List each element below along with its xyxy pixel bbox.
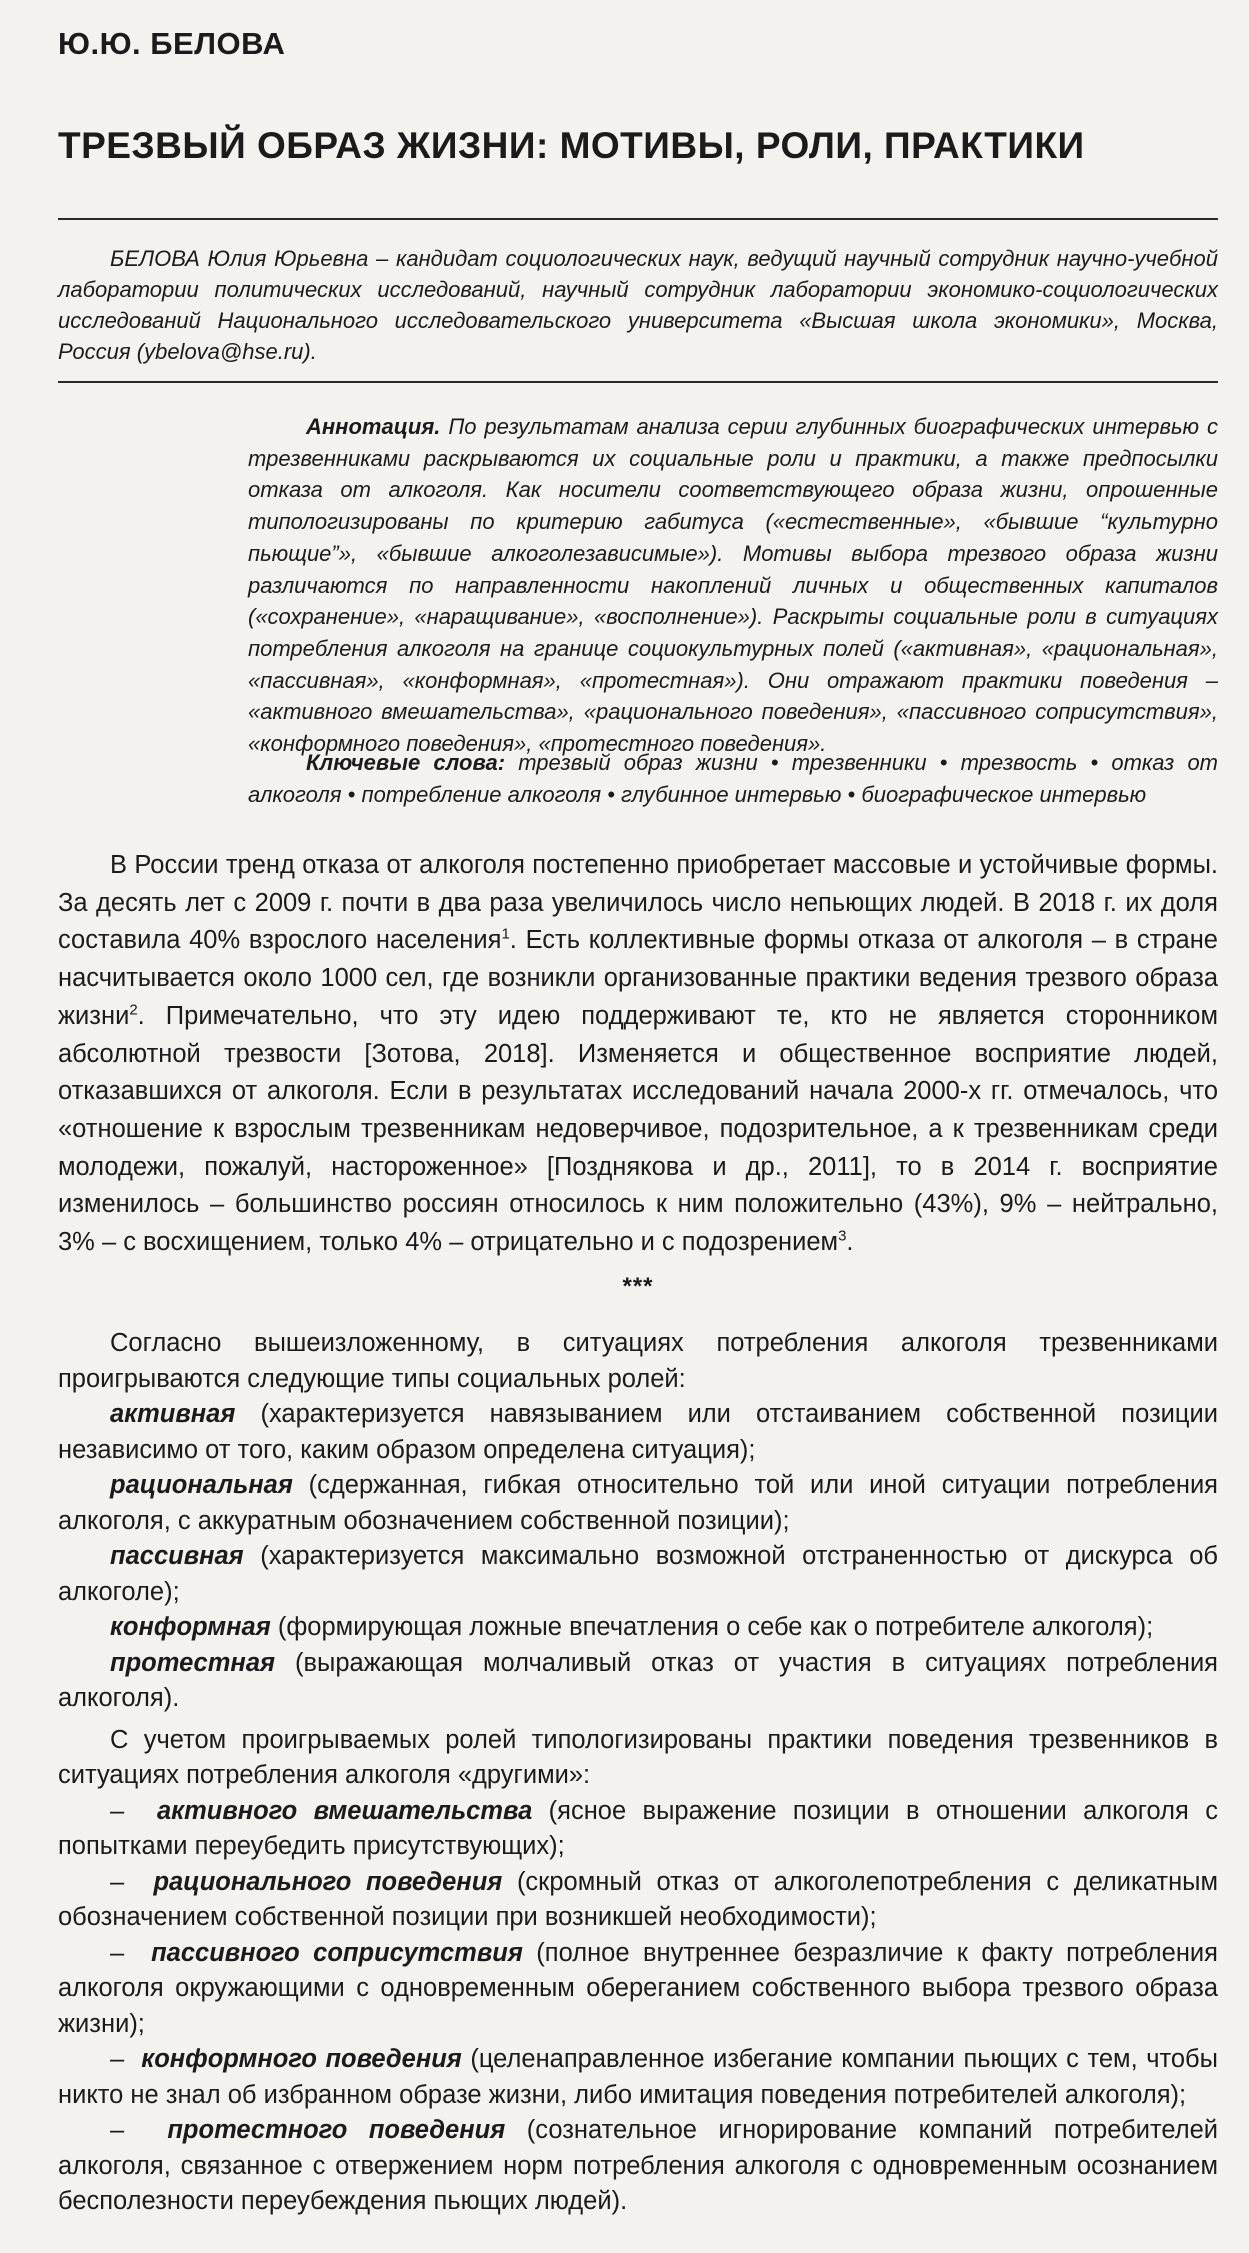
divider-bottom [58, 381, 1218, 383]
author-info: БЕЛОВА Юлия Юрьевна – кандидат социологических наук, ведущий научный сотрудник научно-учебной лаборатории политических исследований, научный сотрудник лаборатории экономико-социологических исследований Национального исследовательского университета «Высшая школа экономики», Москва, Россия (ybelova@hse.ru). [58, 246, 1218, 364]
intro-paragraph [58, 847, 1218, 1262]
section-separator: *** [622, 1273, 654, 1300]
footnote-ref-2: 2 [129, 1001, 138, 1019]
intro-text-1: В России тренд отказа от алкоголя постепенно приобретает массовые и устойчивые формы. За десять лет с 2009 г. почти в два раза увеличилось число непьющих людей. В 2018 г. их доля составила 40% взрослого населения [58, 851, 1218, 955]
practice-item: – протестного поведения (сознательное игнорирование компаний потребителей алкоголя, связанное с отвержением норм потребления алкоголя с одновременным осознанием бесполезности переубеждения пьющих людей). [58, 2116, 1218, 2215]
role-item: конформная (формирующая ложные впечатления о себе как о потребителе алкоголя); [110, 1613, 1154, 1641]
intro-text-3: . Примечательно, что эту идею поддерживают те, кто не является сторонником абсолютной трезвости [Зотова, 2018]. Изменяется и общественное восприятие людей, отказавшихся от алкоголя. Если в результатах исследований начала 2000-х гг. отмечалось, что «отношение к взрослым трезвенникам недоверчивое, подозрительное, а к трезвенникам среди молодежи, пожалуй, настороженное» [Позднякова и др., 2011], то в 2014 г. восприятие изменилось – большинство россиян относилось к ним положительно (43%), 9% – нейтрально, 3% – с восхищением, только 4% – отрицательно и с подозрением [58, 1001, 1218, 1257]
footnote-ref-3: 3 [838, 1227, 847, 1245]
intro-text-2: . Есть коллективные формы отказа от алкоголя – в стране насчитывается около 1000 сел, где возникли организованные практики ведения трезвого образа жизни [58, 926, 1218, 1030]
keywords-text: трезвый образ жизни • трезвенники • трезвость • отказ от алкоголя • потребление алкоголя • глубинное интервью • биографическое интервью [248, 750, 1219, 807]
role-item: протестная (выражающая молчаливый отказ от участия в ситуациях потребления алкоголя). [58, 1648, 1218, 1712]
roles-lead: Согласно вышеизложенному, в ситуациях потребления алкоголя трезвенниками проигрываются следующие типы социальных ролей: [58, 1329, 1218, 1393]
role-item: рациональная (сдержанная, гибкая относительно той или иной ситуации потребления алкоголя, с аккуратным обозначением собственной позиции); [58, 1471, 1218, 1535]
intro-text-4: . [846, 1228, 854, 1257]
abstract-text: По результатам анализа серии глубинных биографических интервью с трезвенниками раскрываются их социальные роли и практики, а также предпосылки отказа от алкоголя. Как носители соответствующего образа жизни, опрошенные типологизированы по критерию габитуса («естественные», «бывшие “культурно пьющие”», «бывшие алкоголезависимые»). Мотивы выбора трезвого образа жизни различаются по направленности накоплений личных и общественных капиталов («сохранение», «наращивание», «восполнение»). Раскрыты социальные роли в ситуациях потребления алкоголя на границе социокультурных полей («активная», «рациональная», «пассивная», «конформная», «протестная»). Они отражают практики поведения – «активного вмешательства», «рационального поведения», «пассивного соприсутствия», «конформного поведения», «протестного поведения». [248, 414, 1218, 757]
practice-item: – рационального поведения (скромный отказ от алкоголепотребления с деликатным обозначением собственной позиции при возникшей необходимости); [58, 1867, 1219, 1931]
keywords-label: Ключевые слова: [306, 750, 506, 775]
role-item: активная (характеризуется навязыванием или отстаиванием собственной позиции независимо от того, каким образом определена ситуация); [58, 1400, 1218, 1464]
divider-top [58, 218, 1218, 220]
roles-section [58, 1326, 1218, 2220]
abstract [248, 411, 1218, 760]
article-title: ТРЕЗВЫЙ ОБРАЗ ЖИЗНИ: МОТИВЫ, РОЛИ, ПРАКТИКИ [58, 125, 1085, 166]
practice-item: – конформного поведения (целенаправленное избегание компании пьющих с тем, чтобы никто не знал об избранном образе жизни, либо имитация поведения потребителей алкоголя); [58, 2045, 1218, 2109]
role-item: пассивная (характеризуется максимально возможной отстраненностью от дискурса об алкоголе); [58, 1542, 1218, 1606]
practice-item: – пассивного соприсутствия (полное внутреннее безразличие к факту потребления алкоголя окружающими с одновременным обереганием собственного выбора трезвого образа жизни); [58, 1938, 1218, 2038]
practice-item: – активного вмешательства (ясное выражение позиции в отношении алкоголя с попытками переубедить присутствующих); [58, 1796, 1218, 1860]
keywords [248, 747, 1218, 811]
practices-lead: С учетом проигрываемых ролей типологизированы практики поведения трезвенников в ситуациях потребления алкоголя «другими»: [58, 1725, 1218, 1789]
abstract-label: Аннотация. [306, 414, 441, 439]
running-head-author: Ю.Ю. БЕЛОВА [58, 26, 286, 61]
footnote-ref-1: 1 [501, 925, 510, 943]
